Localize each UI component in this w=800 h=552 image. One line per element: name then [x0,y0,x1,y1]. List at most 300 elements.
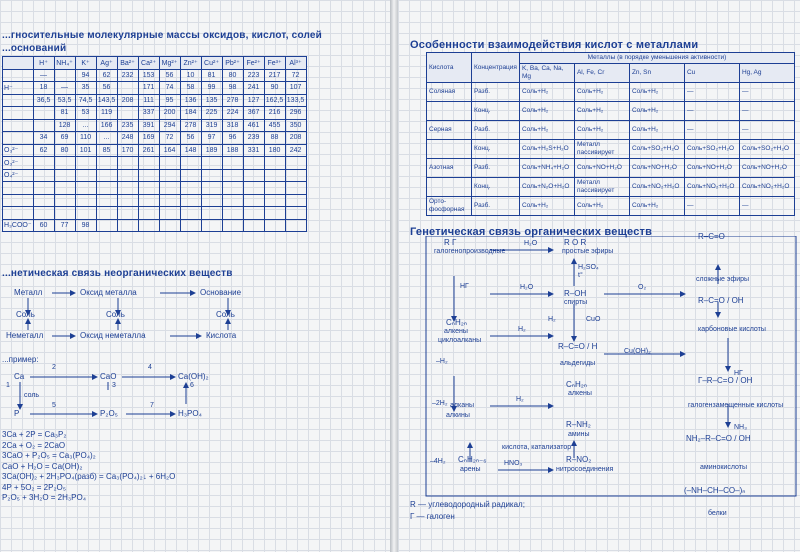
metals-table-cell: — [684,83,739,102]
mass-table-row [3,169,307,182]
mass-table-title: ...гносительные молекулярные массы оксидов, кислот, солей [2,30,323,41]
metals-header-metal: Al, Fe, Cr [574,64,629,83]
mass-table-cell: 223 [243,69,264,82]
mass-table-cell [201,169,222,182]
org-haloacid-formula: Г–R–C=O / OH [698,376,753,385]
mass-table-cell [3,194,34,207]
mass-table-cell [3,69,34,82]
mass-table-cell: 80 [222,69,243,82]
metals-table-row [427,102,795,121]
mass-table-cell [222,194,243,207]
mass-table-cell [159,169,180,182]
example-step-5: 5 [52,402,56,409]
metals-table-cell: Металл пассивирует [574,178,629,197]
example-step-2: 2 [52,364,56,371]
reagent-hno3: HNO₃ [504,460,523,467]
mass-table-cell [54,207,75,220]
reagent-h2-1: H₂ [548,316,556,323]
org-cycloalkanes-label: циклоалканы [438,337,482,344]
metals-table-cell: Соль+H₂ [629,121,684,140]
metals-table-cell: Разб. [472,83,520,102]
mass-table-cell [117,82,138,95]
mass-table-cell: 90 [264,82,285,95]
mass-table-cell: 119 [96,107,117,120]
mass-table-cell: 294 [159,119,180,132]
example-step-4: 4 [148,364,152,371]
mass-table-cell: O₃²⁻ [3,144,34,157]
mass-table-cell [54,157,75,170]
metals-table-cell: Орто-фосфорная [427,197,472,216]
mass-table-cell: H⁻ [3,82,34,95]
mass-table-cell: 170 [117,144,138,157]
mass-table-cell: 72 [159,132,180,145]
org-esters-label: сложные эфиры [696,276,750,283]
org-arenes-label: арены [460,466,481,473]
mass-table-subtitle: ...оснований [2,43,67,54]
mass-table-cell: 74 [159,82,180,95]
mass-table-cell: 60 [33,219,54,232]
mass-header-cell: Al³⁺ [285,57,306,70]
mass-table-cell: 133,5 [285,94,306,107]
mass-table-cell: 98 [75,219,96,232]
mass-table-cell [138,182,159,195]
mass-table-cell [243,169,264,182]
mass-table-cell: 171 [138,82,159,95]
org-carboxyl-formula: R–C=O / OH [698,296,744,305]
mass-table-cell: 107 [285,82,306,95]
mass-table-cell: 74,5 [75,94,96,107]
mass-table-cell [264,169,285,182]
mass-table-cell: 36,5 [33,94,54,107]
org-aldehydes-label: альдегиды [560,360,596,367]
mass-table-cell: 241 [243,82,264,95]
mass-table-cell: 94 [75,69,96,82]
mass-table-cell: 455 [264,119,285,132]
mass-table-cell: ... [96,132,117,145]
reagent-h2so4: H₂SO₄ [578,264,599,271]
mass-table-cell [96,182,117,195]
mass-table-cell: O₃²⁻ [3,157,34,170]
mass-table-cell: 278 [222,94,243,107]
mass-table-cell: 80 [54,144,75,157]
org-haloacids-label: галогензамещенные кислоты [688,402,784,409]
metals-table-cell: — [684,102,739,121]
mass-table-cell: 34 [33,132,54,145]
mass-table-cell: 110 [75,132,96,145]
mass-table-cell: 127 [243,94,264,107]
mass-header-cell: NH₄⁺ [54,57,75,70]
mass-table-row [3,132,307,145]
mass-table-cell [159,207,180,220]
mass-header-cell: Ag⁺ [96,57,117,70]
mass-table-cell [54,194,75,207]
mass-table-cell [3,107,34,120]
mass-table-cell: 99 [201,82,222,95]
equation-line: 2Ca + O₂ = 2CaO [2,440,66,450]
example-salt-label: соль [24,392,40,399]
metals-table-cell: — [739,197,794,216]
mass-table-cell: 85 [96,144,117,157]
metals-table-cell: — [684,121,739,140]
acid-label: Кислота [206,331,237,340]
metals-table-row [427,83,795,102]
mass-table-cell: 135 [201,94,222,107]
reagent-h2o-1: H₂O [524,240,538,247]
mass-table-cell: 53 [75,107,96,120]
mass-table-cell [117,107,138,120]
mass-table-cell [180,219,201,232]
metals-table-cell [427,102,472,121]
org-alkene-formula: CₙH₂ₙ [446,318,468,327]
reagent-cuoh2: Cu(OH)₂ [624,348,651,355]
mass-table-cell: 319 [201,119,222,132]
mass-table-cell: 180 [264,144,285,157]
metals-table-cell: Конц. [472,178,520,197]
mass-table-cell: 239 [243,132,264,145]
mass-table-cell [201,207,222,220]
mass-table-cell: 208 [117,94,138,107]
mass-table-cell: 53,5 [54,94,75,107]
mass-table-cell: 164 [159,144,180,157]
reagent-h2o-2: H₂O [520,284,534,291]
mass-table-cell [96,194,117,207]
metals-table-cell: Соль+NH₄+H₂O [519,159,574,178]
mass-table-cell: 101 [75,144,96,157]
mass-table-cell [33,107,54,120]
org-aminoacids-label: аминокислоты [700,464,747,471]
mass-table-cell: 88 [264,132,285,145]
nonmetal-oxide-label: Оксид неметалла [80,331,146,340]
metals-table-cell: Соль+NO+H₂O [629,159,684,178]
mass-table-cell [243,194,264,207]
mass-table-cell [3,132,34,145]
metals-table-title: Особенности взаимодействия кислот с металлами [410,39,699,51]
mass-table-cell [180,169,201,182]
metal-label: Металл [14,288,43,297]
mass-table-cell [180,182,201,195]
mass-table-cell: 331 [243,144,264,157]
mass-table-cell: 166 [96,119,117,132]
metals-table-cell [427,178,472,197]
mass-table-cell [33,157,54,170]
mass-table-cell: 337 [138,107,159,120]
mass-table-cell: 148 [180,144,201,157]
reagent-cuo: CuO [586,316,601,323]
mass-table-row [3,157,307,170]
mass-table-cell [159,157,180,170]
mass-table-cell [159,194,180,207]
metals-header-group: Металлы (в порядке уменьшения активности) [519,53,794,64]
org-aminoacid-formula: NH₂–R–C=O / OH [686,434,751,443]
mass-table-cell: 98 [222,82,243,95]
org-alkenes2-label: алкены [568,390,592,397]
mass-table-cell: 10 [180,69,201,82]
mass-table-cell [75,182,96,195]
org-nitro-formula: R–NO₂ [566,455,592,464]
mass-header-cell: Ca²⁺ [138,57,159,70]
metals-table-row [427,159,795,178]
mass-table-row [3,119,307,132]
mass-table-cell [201,219,222,232]
mass-header-cell: Ba²⁺ [117,57,138,70]
mass-table-cell [96,207,117,220]
example-h3po4: H₃PO₄ [178,409,202,418]
org-proteins-label: белки [708,510,727,517]
mass-table-cell [33,207,54,220]
mass-table-cell [285,157,306,170]
mass-table-cell: 216 [264,107,285,120]
metals-table-cell: Соль+H₂ [574,121,629,140]
mass-table-cell: 318 [222,119,243,132]
mass-table-cell: 81 [54,107,75,120]
metals-table-cell: Соль+H₂ [519,197,574,216]
mass-header-cell: H⁺ [33,57,54,70]
reagent-hg-2: HГ [734,370,743,377]
mass-table-cell: 278 [180,119,201,132]
metals-table-row [427,121,795,140]
metals-table-cell: Соль+N₂O+H₂O [519,178,574,197]
example-cao: CaO [100,372,117,381]
metals-table-cell: Соль+H₂ [519,121,574,140]
mass-table-cell [117,194,138,207]
metals-table-cell: Соль+SO₂+H₂O [684,140,739,159]
mass-table-cell [264,207,285,220]
mass-table-cell: 56 [180,132,201,145]
metals-table-cell: Соль+NO+H₂O [574,159,629,178]
mass-table-cell [159,219,180,232]
metals-table-cell: Металл пассивирует [574,140,629,159]
reagent-h2-3: H₂ [516,396,524,403]
mass-table-cell [3,119,34,132]
mass-table-cell: 153 [138,69,159,82]
mass-table-cell: 128 [54,119,75,132]
mass-table-cell [222,219,243,232]
metals-table-cell: Соль+NO+H₂O [684,159,739,178]
metals-table-cell: Соль+NO+H₂O [739,159,794,178]
mass-table-cell: 350 [285,119,306,132]
mass-table-cell [264,194,285,207]
org-alkanes-label: алканы [450,402,474,409]
mass-table-cell: — [33,69,54,82]
mass-table-cell [243,182,264,195]
example-step-1: 1 [6,382,10,389]
mass-table-cell: 81 [201,69,222,82]
equation-line: 3CaO + P₂O₅ = Ca₃(PO₄)₂ [2,451,96,460]
equation-line: CaO + H₂O = Ca(OH)₂ [2,461,83,471]
metals-table-cell: Соль+H₂ [629,102,684,121]
example-label: ...пример: [2,355,39,364]
mass-header-cell: K⁺ [75,57,96,70]
metals-table-row [427,140,795,159]
mass-header-cell: Zn²⁺ [180,57,201,70]
metals-table-cell: Соль+H₂ [574,197,629,216]
mass-table-row [3,194,307,207]
reagent-temp: t° [578,272,583,279]
mass-table-cell: 248 [117,132,138,145]
mass-header-cell: Cu²⁺ [201,57,222,70]
org-amines-label: амины [568,431,590,438]
metal-oxide-label: Оксид металла [80,288,137,297]
metals-table-cell: Конц. [472,140,520,159]
mass-table-cell [264,157,285,170]
mass-table-cell [33,169,54,182]
mass-table-cell: 208 [285,132,306,145]
book-gutter [390,0,398,552]
org-ethers-label: простые эфиры [562,248,614,255]
mass-table-cell [222,169,243,182]
example-step-6: 6 [190,382,194,389]
nonmetal-label: Неметалл [6,331,44,340]
mass-table-cell [75,157,96,170]
mass-table-cell: 72 [285,69,306,82]
mass-table-cell [117,182,138,195]
metals-table [426,52,795,216]
example-step-3: 3 [112,382,116,389]
mass-table-cell: 189 [201,144,222,157]
mass-table-cell: 217 [264,69,285,82]
equation-line: 4P + 5O₂ = 2P₂O₅ [2,482,66,492]
mass-table-cell [117,219,138,232]
mass-table-cell [285,169,306,182]
equation-line: 3Ca(OH)₂ + 2H₃PO₄(разб) = Ca₃(PO₄)₂↓ + 6H₂O [2,472,176,481]
mass-table-cell: 296 [285,107,306,120]
metals-table-cell: Соль+SO₂+H₂O [629,140,684,159]
mass-table-cell [243,207,264,220]
metals-table-row [427,197,795,216]
metals-table-cell: Соляная [427,83,472,102]
salt-label-3: Соль [216,310,235,319]
mass-table-cell: 69 [54,132,75,145]
metals-table-row [427,178,795,197]
metals-table-cell: Соль+H₂ [629,197,684,216]
org-arene-formula: CₙH₂ₙ₋₆ [458,455,487,464]
reagent-minus-h2-1: –H₂ [436,358,448,365]
mass-table-cell [264,182,285,195]
mass-table-cell [243,219,264,232]
metals-table-cell: Разб. [472,159,520,178]
mass-table-row [3,182,307,195]
mass-table-cell [96,169,117,182]
mass-table-cell: 136 [180,94,201,107]
left-page [0,0,390,552]
metals-table-cell: — [739,83,794,102]
equations-list [2,430,175,504]
mass-table-cell [33,119,54,132]
mass-table-row [3,144,307,157]
metals-header-metal: Cu [684,64,739,83]
mass-table-cell [117,169,138,182]
mass-table-cell [54,182,75,195]
base-label: Основание [200,288,242,297]
mass-table-cell: 77 [54,219,75,232]
mass-table-cell: ... [75,119,96,132]
mass-table-cell [180,207,201,220]
mass-table-cell [222,182,243,195]
mass-table-cell [180,157,201,170]
example-ca: Ca [14,372,25,381]
mass-table-row [3,107,307,120]
mass-table-cell [138,194,159,207]
mass-table-cell [138,157,159,170]
mass-table-cell: — [54,82,75,95]
org-carbonyl-formula: R–C=O [698,232,725,241]
example-p: P [14,409,20,418]
example-p2o5: P₂O₅ [100,409,118,418]
org-acids-label: карбоновые кислоты [698,326,766,333]
mass-table-cell [117,157,138,170]
reagent-h2-2: H₂ [518,326,526,333]
org-protein-formula: (–NH–CH–CO–)ₙ [684,486,746,495]
mass-table-cell: 58 [180,82,201,95]
right-page [398,0,800,552]
metals-table-cell [427,140,472,159]
org-rg-formula: R Г [444,238,457,247]
mass-table-cell: 62 [33,144,54,157]
mass-table-cell: 169 [138,132,159,145]
mass-table-cell: 224 [222,107,243,120]
mass-table-cell: 18 [33,82,54,95]
mass-table-cell: 35 [75,82,96,95]
org-aldehyde-formula: R–C=O / H [558,342,598,351]
mass-table-cell: 111 [138,94,159,107]
metals-table-cell: Соль+H₂ [519,83,574,102]
reagent-hg-1: HГ [460,283,469,290]
mass-table-cell [96,219,117,232]
inorganic-scheme-arrows [0,280,390,350]
mass-table-cell [54,69,75,82]
reagent-minus-4h2: –4H₂ [430,458,446,465]
metals-header-acid: Кислота [427,53,472,83]
mass-table-cell [285,182,306,195]
salt-label-1: Соль [16,310,35,319]
mass-table-cell [117,207,138,220]
mass-table-cell [159,182,180,195]
metals-table-cell: Разб. [472,121,520,140]
metals-table-cell: Соль+H₂ [519,102,574,121]
equation-line: 3Ca + 2P = Ca₃P₂ [2,430,67,439]
organic-title: Генетическая связь органических веществ [410,226,653,238]
metals-table-cell: Соль+H₂ [574,83,629,102]
metals-table-cell: Конц. [472,102,520,121]
mass-table-cell: 367 [243,107,264,120]
mass-table-cell: 188 [222,144,243,157]
mass-table-cell: 235 [117,119,138,132]
mass-table-cell: 391 [138,119,159,132]
mass-table-row [3,219,307,232]
mass-table-cell: 56 [96,82,117,95]
equation-line: P₂O₅ + 3H₂O = 2H₃PO₄ [2,493,86,502]
mass-table-cell: 97 [201,132,222,145]
mass-table-cell: 143,5 [96,94,117,107]
mass-table-cell: 162,5 [264,94,285,107]
metals-header-metal: Zn, Sn [629,64,684,83]
mass-header-cell [3,57,34,70]
mass-table-cell [222,207,243,220]
mass-table-cell [138,219,159,232]
mass-table-cell [33,194,54,207]
mass-table-cell [201,157,222,170]
org-alcohols-label: спирты [564,299,588,306]
org-amine-formula: R–NH₂ [566,420,591,429]
mass-table-cell: 461 [243,119,264,132]
metals-table-cell: Соль+NO₂+H₂O [684,178,739,197]
org-alkynes-label: алкины [446,412,470,419]
mass-table-row [3,94,307,107]
mass-table-cell: 242 [285,144,306,157]
org-nitro-label: нитросоединения [556,466,614,473]
mass-table-cell [3,207,34,220]
metals-table-cell: Соль+H₂ [629,83,684,102]
